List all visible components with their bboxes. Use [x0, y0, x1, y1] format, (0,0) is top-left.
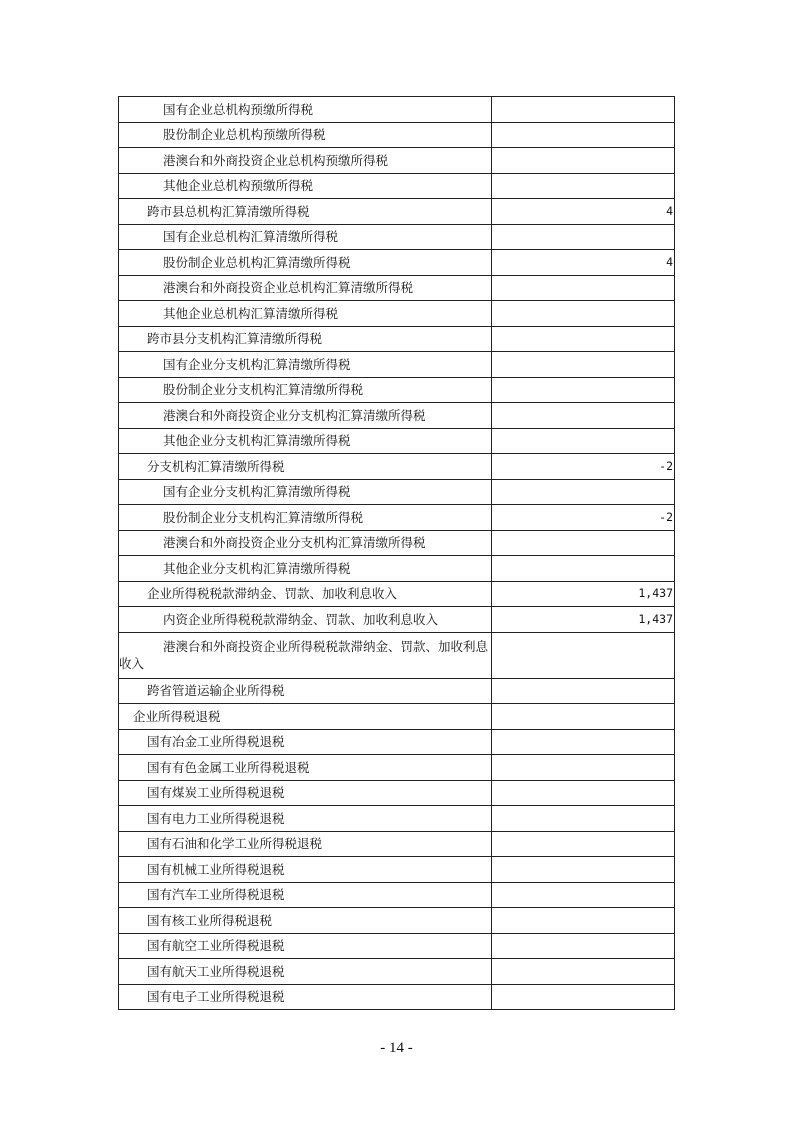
table-row — [119, 780, 675, 806]
row-value — [492, 933, 675, 959]
row-value — [492, 122, 675, 148]
table-row — [119, 403, 675, 429]
table-row — [119, 632, 675, 678]
table-row — [119, 729, 675, 755]
row-label: 国有冶金工业所得税退税 — [119, 729, 492, 755]
row-label: 股份制企业总机构预缴所得税 — [119, 122, 492, 148]
table-row — [119, 479, 675, 505]
row-label: 其他企业总机构汇算清缴所得税 — [119, 301, 492, 327]
row-label: 其他企业分支机构汇算清缴所得税 — [119, 556, 492, 582]
table-row — [119, 275, 675, 301]
row-value: 1,437 — [492, 607, 675, 633]
row-label: 港澳台和外商投资企业分支机构汇算清缴所得税 — [119, 530, 492, 556]
table-row — [119, 806, 675, 832]
row-value — [492, 326, 675, 352]
row-label: 国有企业总机构预缴所得税 — [119, 97, 492, 123]
row-label: 国有机械工业所得税退税 — [119, 857, 492, 883]
row-value — [492, 530, 675, 556]
row-label: 国有有色金属工业所得税退税 — [119, 755, 492, 781]
table-row — [119, 97, 675, 123]
row-label: 港澳台和外商投资企业总机构汇算清缴所得税 — [119, 275, 492, 301]
row-value — [492, 173, 675, 199]
row-value — [492, 301, 675, 327]
page-number: - 14 - — [380, 1040, 413, 1056]
table-row — [119, 505, 675, 531]
row-label: 企业所得税税款滞纳金、罚款、加收利息收入 — [119, 581, 492, 607]
row-label: 其他企业分支机构汇算清缴所得税 — [119, 428, 492, 454]
row-label: 港澳台和外商投资企业分支机构汇算清缴所得税 — [119, 403, 492, 429]
row-value — [492, 428, 675, 454]
row-value — [492, 632, 675, 678]
row-label: 跨省管道运输企业所得税 — [119, 678, 492, 704]
table-row — [119, 882, 675, 908]
row-label: 内资企业所得税税款滞纳金、罚款、加收利息收入 — [119, 607, 492, 633]
table-row — [119, 224, 675, 250]
table-row — [119, 173, 675, 199]
row-label: 国有煤炭工业所得税退税 — [119, 780, 492, 806]
row-label: 国有汽车工业所得税退税 — [119, 882, 492, 908]
table-row — [119, 678, 675, 704]
table-row — [119, 984, 675, 1010]
table-row — [119, 530, 675, 556]
row-label: 国有企业分支机构汇算清缴所得税 — [119, 479, 492, 505]
row-label: 股份制企业分支机构汇算清缴所得税 — [119, 377, 492, 403]
row-label: 企业所得税退税 — [119, 704, 492, 730]
row-label: 股份制企业总机构汇算清缴所得税 — [119, 250, 492, 276]
row-value — [492, 780, 675, 806]
row-value — [492, 224, 675, 250]
row-value — [492, 806, 675, 832]
table-row — [119, 352, 675, 378]
row-label: 国有航天工业所得税退税 — [119, 959, 492, 985]
row-value — [492, 908, 675, 934]
row-value — [492, 97, 675, 123]
table-row — [119, 908, 675, 934]
table-row — [119, 607, 675, 633]
row-label: 国有电子工业所得税退税 — [119, 984, 492, 1010]
table-row — [119, 199, 675, 225]
row-label: 国有航空工业所得税退税 — [119, 933, 492, 959]
row-label: 分支机构汇算清缴所得税 — [119, 454, 492, 480]
row-label: 跨市县总机构汇算清缴所得税 — [119, 199, 492, 225]
row-label: 国有电力工业所得税退税 — [119, 806, 492, 832]
row-value — [492, 857, 675, 883]
table-row — [119, 755, 675, 781]
row-value — [492, 403, 675, 429]
row-value — [492, 377, 675, 403]
row-value — [492, 704, 675, 730]
table-row — [119, 857, 675, 883]
row-label: 国有核工业所得税退税 — [119, 908, 492, 934]
row-label: 国有企业分支机构汇算清缴所得税 — [119, 352, 492, 378]
table-row — [119, 581, 675, 607]
table-row — [119, 377, 675, 403]
row-label: 国有石油和化学工业所得税退税 — [119, 831, 492, 857]
row-value — [492, 959, 675, 985]
table-row — [119, 831, 675, 857]
row-value — [492, 275, 675, 301]
row-value — [492, 556, 675, 582]
row-value — [492, 729, 675, 755]
table-row — [119, 454, 675, 480]
budget-table — [118, 96, 675, 1010]
row-value — [492, 678, 675, 704]
row-value — [492, 882, 675, 908]
row-label: 跨市县分支机构汇算清缴所得税 — [119, 326, 492, 352]
table-row — [119, 122, 675, 148]
table-row — [119, 428, 675, 454]
table-row — [119, 148, 675, 174]
row-value — [492, 831, 675, 857]
table-row — [119, 704, 675, 730]
table-row — [119, 326, 675, 352]
row-value: -2 — [492, 505, 675, 531]
row-value: -2 — [492, 454, 675, 480]
table-row — [119, 933, 675, 959]
row-label: 港澳台和外商投资企业总机构预缴所得税 — [119, 148, 492, 174]
table-row — [119, 556, 675, 582]
row-value — [492, 479, 675, 505]
row-value — [492, 352, 675, 378]
table-row — [119, 959, 675, 985]
row-value — [492, 984, 675, 1010]
row-value: 4 — [492, 199, 675, 225]
row-value — [492, 755, 675, 781]
row-value: 4 — [492, 250, 675, 276]
row-label: 其他企业总机构预缴所得税 — [119, 173, 492, 199]
row-value: 1,437 — [492, 581, 675, 607]
table-row — [119, 250, 675, 276]
row-label: 股份制企业分支机构汇算清缴所得税 — [119, 505, 492, 531]
row-label: 国有企业总机构汇算清缴所得税 — [119, 224, 492, 250]
table-row — [119, 301, 675, 327]
row-label: 港澳台和外商投资企业所得税税款滞纳金、罚款、加收利息收入 — [119, 632, 492, 678]
row-value — [492, 148, 675, 174]
